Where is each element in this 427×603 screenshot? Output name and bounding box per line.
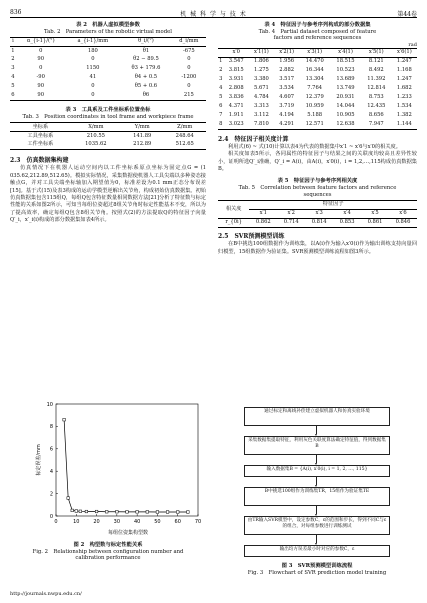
table4-unit: rad <box>408 41 417 48</box>
table4-header: x′3(1) <box>307 49 323 56</box>
table-row <box>10 56 206 65</box>
table4-header: x′1(1) <box>254 49 269 56</box>
table-cell: 0.846 <box>395 219 411 226</box>
flow-step-6: 输出均方误差最小时对应的参数C，ε <box>244 545 390 557</box>
table-cell: θ3 + 179.6 <box>131 65 161 72</box>
flow-arrow <box>316 426 317 434</box>
table-cell: 1.144 <box>396 120 412 127</box>
table2-header: θ_i/(°) <box>138 38 154 45</box>
table-row <box>10 132 206 141</box>
table-cell: 2.808 <box>228 85 244 92</box>
figure-2-caption-en-1: Fig. 2 Relationship between configuration number and <box>32 548 184 555</box>
table-cell: 1150 <box>86 65 100 72</box>
y-tick-label: 4 <box>49 469 53 475</box>
table-cell: 1.247 <box>396 58 412 65</box>
table-cell: 210.55 <box>86 132 105 139</box>
table-row <box>218 219 417 228</box>
table-cell: 3.517 <box>279 76 295 83</box>
table4-caption-en-2: factors and reference sequences <box>273 35 362 42</box>
table-row <box>10 65 206 74</box>
table3-caption-cn: 表 3 工具系及工件坐标系位置坐标 <box>65 107 151 114</box>
data-point <box>63 418 66 421</box>
table-cell: 1.233 <box>396 94 412 101</box>
figure-2 <box>10 398 206 562</box>
header-rule <box>10 17 417 18</box>
table-cell: 4 <box>219 85 223 92</box>
table-cell: 8.656 <box>368 112 384 119</box>
section-2-4-p2: 相关度如表5所示，各同属性的特征因子与结果之间的关联度均较高且差异性较小，证明所选Q′_i准确，Q′_i = A(i)，由A(i)，x′0(i)，i = 1,2,…,115构成仿真数据集B。 <box>218 151 417 172</box>
table4-caption-cn: 表 4 特征因子与参考序列构成的部分数据集 <box>264 22 371 28</box>
table2-caption-en: Tab. 2 Parameters of the robotic virtual model <box>44 28 172 35</box>
table-cell: 0.862 <box>255 219 271 226</box>
table-cell: 3.023 <box>228 120 244 127</box>
figure-2-caption-cn: 图 2 构型数与标定性能关系 <box>73 542 143 548</box>
table-cell: 90 <box>37 83 45 90</box>
table-cell: 工具坐标系 <box>27 132 54 139</box>
table-cell: 0 <box>91 92 95 99</box>
table3-caption-en: Tab. 3 Position coordinates in tool frame and workpiece frame <box>22 113 194 120</box>
table-cell: 3.112 <box>254 112 269 119</box>
data-point <box>95 510 98 513</box>
table5-header: x′6 <box>399 210 407 217</box>
y-tick-label: 8 <box>49 424 53 431</box>
table4 <box>218 48 417 130</box>
data-point <box>105 510 108 513</box>
table2-header: i <box>12 38 14 45</box>
x-tick-label: 50 <box>154 519 161 525</box>
journal-title: 机 械 科 学 与 技 术 <box>180 11 247 18</box>
table-cell: 0 <box>91 83 95 90</box>
table-cell: 10.905 <box>336 112 355 119</box>
table-cell: 11.392 <box>367 76 386 83</box>
x-tick-label: 0 <box>54 519 58 525</box>
data-point <box>176 511 179 514</box>
table-cell: 1 <box>11 47 15 54</box>
table-cell: 0.814 <box>311 219 327 226</box>
flow-step-1: 通过标定和离线补偿建立虚拟机器人和仿真实验环境 <box>244 407 390 426</box>
table3-header: Z/mm <box>177 123 193 130</box>
table-cell: 0 <box>187 56 191 63</box>
table-cell: -1200 <box>181 74 197 81</box>
table-cell: 2.882 <box>279 67 295 74</box>
table-cell: θ2 − 89.5 <box>133 56 159 63</box>
section-2-3-body: 仿真情况下在机器人运动空间内以工件坐标系原点坐标为固定点G = (1 035.62,212.89,512.65)。模拟实际情况，采集数据使机器人工具尖端以多种姿态接触点G，并对工具尖端坐标轴加入期望值为0，标准差设为0.1 mm正态分布误差[15]。基于式(15)及表3构成的运动学模型逆解出关节角，构成初始仿真数据集。初始仿真数据集包含115组Q，每组Q包含特征数量相同数据方法[21]分析了特征数与标定性能的关系如图2所示，可知当每组位姿超过8组关节角时标定性能基本不变，所以为了提高效率，确定每组Q包含8组关节角。按照式(2)的方法提取Q的特征因子向量Q′_i，x′_i(i)构成的部分数据集如表4所示。 <box>10 165 206 224</box>
table-cell: θ6 <box>142 92 150 99</box>
section-2-3-title: 2.3 仿真数据集构建 <box>10 157 69 165</box>
table-cell: 3.534 <box>279 85 295 92</box>
table-row <box>10 92 206 101</box>
table-cell: 12.435 <box>367 103 386 110</box>
table-cell: 1.275 <box>254 67 269 74</box>
table-cell: 16.344 <box>305 67 324 74</box>
table-cell: 3 <box>11 65 15 72</box>
plot-frame <box>56 404 198 516</box>
table-cell: 41 <box>89 74 97 81</box>
table5-header: x′2 <box>287 210 295 217</box>
table-cell: θ4 + 0.5 <box>134 74 158 81</box>
x-tick-label: 60 <box>174 519 181 525</box>
page-number: 836 <box>10 9 22 16</box>
table2-caption-cn: 表 2 机器人虚拟模型参数 <box>76 22 140 28</box>
table-cell: θ1 <box>142 47 150 54</box>
table-cell: 13.689 <box>336 76 355 83</box>
table-row <box>218 84 417 93</box>
table-cell: 4 <box>11 74 15 81</box>
table5-header: x′5 <box>371 210 379 217</box>
section-2-5-body: 在B中挑选100组数据作为训练集，以A(i)作为输入x′0(i)作为输出训练支持向量回归模型，15组数据作为验证集。SVR预测模型训练流程如图3所示。 <box>218 241 417 255</box>
table-cell: θ5 + 0.6 <box>134 83 158 90</box>
table-row <box>10 74 206 83</box>
table-cell: 90 <box>37 92 45 99</box>
table-cell: 7.947 <box>368 120 384 127</box>
table5-row-label: 相关度 <box>225 205 242 212</box>
table-cell: 0.853 <box>339 219 355 226</box>
table-cell: 10.959 <box>305 103 324 110</box>
table4-header: x′0 <box>232 49 240 56</box>
table-cell: 7 <box>219 112 223 119</box>
left-column <box>10 22 206 225</box>
flow-arrow <box>316 477 317 485</box>
table-cell: 2 <box>11 56 15 63</box>
flow-arrow <box>316 506 317 514</box>
figure-2-x-axis-label: 每组位姿集构型数 <box>107 530 149 536</box>
table-cell: 10.523 <box>336 67 355 74</box>
table4-header: x′6(1) <box>396 49 412 56</box>
table-cell: 215 <box>183 92 194 99</box>
table-cell: 90 <box>37 56 45 63</box>
table-cell: 12.379 <box>305 94 324 101</box>
x-tick-label: 40 <box>133 519 141 525</box>
section-2-5-title: 2.5 SVR预测模型训练 <box>218 233 285 241</box>
table4-header: x′5(1) <box>368 49 384 56</box>
table-row <box>10 141 206 150</box>
table-row <box>218 102 417 111</box>
table5-stat: r_{0i} <box>225 219 242 226</box>
table-cell: 13.749 <box>336 85 355 92</box>
table-cell: 6 <box>219 103 223 110</box>
right-column <box>218 22 417 256</box>
table-cell: 8 <box>219 120 223 127</box>
table-cell: 1.247 <box>396 76 412 83</box>
table-cell: -90 <box>36 74 45 81</box>
table-cell: 8.492 <box>368 67 384 74</box>
figure-3-flowchart <box>244 407 390 587</box>
table3-header: Y/mm <box>134 123 150 130</box>
figure-3-caption-en: Fig. 3 Flowchart of SVR prediction model training <box>247 570 387 576</box>
table-cell: 3.547 <box>228 58 244 65</box>
table-cell: 0.714 <box>283 219 299 226</box>
table5-header: x′3 <box>315 210 323 217</box>
table2-header: d_i/mm <box>179 38 199 45</box>
table-cell: 248.64 <box>175 132 194 139</box>
table-row <box>10 83 206 92</box>
table-cell: 5.671 <box>254 85 269 92</box>
table-cell: 0.861 <box>367 219 383 226</box>
table-cell: 6 <box>11 92 15 99</box>
table-cell: 3.380 <box>254 76 269 83</box>
table-cell: 12.814 <box>367 85 386 92</box>
table-cell: 13.304 <box>305 76 324 83</box>
table-row <box>218 111 417 120</box>
table-cell: 18.515 <box>336 58 355 65</box>
table4-header: x′4(1) <box>338 49 353 56</box>
table4-caption-en-1: Tab. 4 Partial dataset composed of feature <box>258 28 377 35</box>
table-row <box>10 47 206 56</box>
x-tick-label: 30 <box>113 519 121 525</box>
y-tick-label: 6 <box>49 446 53 453</box>
table-cell: 3.836 <box>228 94 244 101</box>
table3-header: X/mm <box>88 123 104 130</box>
data-point <box>71 509 74 512</box>
table-row <box>218 66 417 75</box>
table-cell: 1.382 <box>396 112 412 119</box>
table3-header: 坐标系 <box>32 123 49 130</box>
table-row <box>218 57 417 66</box>
table5-group-row <box>218 201 417 210</box>
table-cell: 4.784 <box>254 94 269 101</box>
table-cell: 12.638 <box>336 120 355 127</box>
x-tick-label: 20 <box>93 519 100 525</box>
y-tick-label: 10 <box>46 401 53 408</box>
table-row <box>218 93 417 102</box>
flow-step-4: B中挑选100组作为训练集TR，15组作为验证集TE <box>244 487 390 506</box>
table5-header: x′1 <box>259 210 267 217</box>
table-cell: 512.65 <box>175 141 194 148</box>
table-cell: 3.719 <box>279 103 295 110</box>
figure-3-caption-cn: 图 3 SVR预测模型训练流程 <box>281 563 353 569</box>
table-cell: 14.044 <box>336 103 355 110</box>
table5-caption-cn: 表 5 特征因子与参考序列相关度 <box>277 178 358 185</box>
table-cell: 1 <box>219 58 223 65</box>
flow-step-5: 由TR输入SVR模型中，设定参数C，ε的范围和步长，得到不同C与ε的组合，对每组参数进行训练测试 <box>244 516 390 535</box>
table-cell: 12.571 <box>305 120 324 127</box>
section-2-4-title: 2.4 特征因子相关度计算 <box>218 135 289 143</box>
volume-label: 第44卷 <box>397 11 417 18</box>
table-cell: 1.534 <box>396 103 412 110</box>
table-cell: 20.931 <box>336 94 355 101</box>
table5-caption-en-1: Tab. 5 Correlation between feature factors and reference <box>238 185 397 191</box>
table-cell: 0 <box>187 65 191 72</box>
flow-arrow <box>316 455 317 463</box>
table2-header: α_{i-1}/(°) <box>26 38 55 45</box>
data-point <box>79 510 82 513</box>
table-cell: 1.168 <box>396 67 412 74</box>
data-point <box>116 510 119 513</box>
table-cell: 8.121 <box>368 58 384 65</box>
y-tick-label: 2 <box>49 491 53 498</box>
table-cell: 3.931 <box>228 76 244 83</box>
flow-step-2: 采集数据集提取特征，利用灰色关联度算法确定特征值，得到数据集B <box>244 436 390 455</box>
table-cell: 5 <box>219 94 223 101</box>
data-point <box>126 511 129 514</box>
x-tick-label: 10 <box>73 519 80 525</box>
table5-caption-en-2: sequences <box>303 191 332 198</box>
data-point <box>85 510 88 513</box>
data-point <box>156 511 159 514</box>
table-cell: 4.194 <box>279 112 295 119</box>
section-2-4-p1: 利用式(6) ~ 式(10)计算以表4为代表的数据集中x′1 ~ x′6与x′0的相关度。 <box>228 143 401 150</box>
table-cell: 工件坐标系 <box>27 141 54 148</box>
table-cell: 1035.62 <box>85 141 107 148</box>
table-cell: 7.764 <box>307 85 323 92</box>
flow-arrow <box>316 535 317 543</box>
table-cell: 4.371 <box>228 103 244 110</box>
table-cell: 5 <box>11 83 15 90</box>
table-row <box>218 120 417 129</box>
table-cell: 180 <box>87 47 98 54</box>
table5-header: x′4 <box>343 210 351 217</box>
table2-header: a_{i-1}/mm <box>77 38 109 45</box>
table4-header: x′2(1) <box>279 49 295 56</box>
table-cell: 212.89 <box>133 141 152 148</box>
table-cell: 1.682 <box>396 85 412 92</box>
table-cell: 3 <box>219 76 223 83</box>
data-point <box>187 511 190 514</box>
figure-2-caption-en-2: calibration performance <box>75 555 141 562</box>
table-cell: 5.188 <box>307 112 323 119</box>
table5-group-header: 特征因子 <box>249 201 417 210</box>
table-cell: 1.806 <box>254 58 269 65</box>
table-cell: 4.291 <box>279 120 295 127</box>
data-point <box>166 511 169 514</box>
table-cell: 7.810 <box>254 120 269 127</box>
table2 <box>10 37 206 101</box>
table4-header-row <box>218 48 417 57</box>
data-point <box>67 497 70 500</box>
table-cell: 2 <box>219 67 223 74</box>
series-line <box>64 420 188 512</box>
table-cell: 4.607 <box>279 94 295 101</box>
table3 <box>10 122 206 150</box>
table2-header-row <box>10 38 206 47</box>
flow-step-3: 输入数据集B = {A(i), x′0(i), i = 1, 2, …, 115} <box>244 465 390 477</box>
table5 <box>218 200 417 228</box>
table-cell: 0 <box>187 83 191 90</box>
figure-2-y-axis-label: 标定误差/mm <box>36 444 42 476</box>
table3-header-row <box>10 123 206 132</box>
data-point <box>75 510 78 513</box>
table-cell: 0 <box>39 47 43 54</box>
table-row <box>218 75 417 84</box>
table-cell: 3.313 <box>254 103 269 110</box>
x-tick-label: 70 <box>194 519 202 525</box>
data-point <box>136 511 139 514</box>
table-cell: 141.89 <box>133 132 152 139</box>
table-cell: 0 <box>39 65 43 72</box>
y-tick-label: 0 <box>49 513 53 520</box>
table-cell: 0 <box>91 56 95 63</box>
table-cell: 1.956 <box>279 58 295 65</box>
table-cell: 3.815 <box>228 67 244 74</box>
footer-url: http://journals.nwpu.edu.cn/ <box>10 591 82 597</box>
table-cell: -675 <box>183 47 195 54</box>
table-cell: 1.911 <box>228 112 244 119</box>
table-cell: 8.753 <box>368 94 384 101</box>
table-cell: 14.470 <box>305 58 324 65</box>
figure-2-chart <box>10 398 206 538</box>
data-point <box>146 511 149 514</box>
